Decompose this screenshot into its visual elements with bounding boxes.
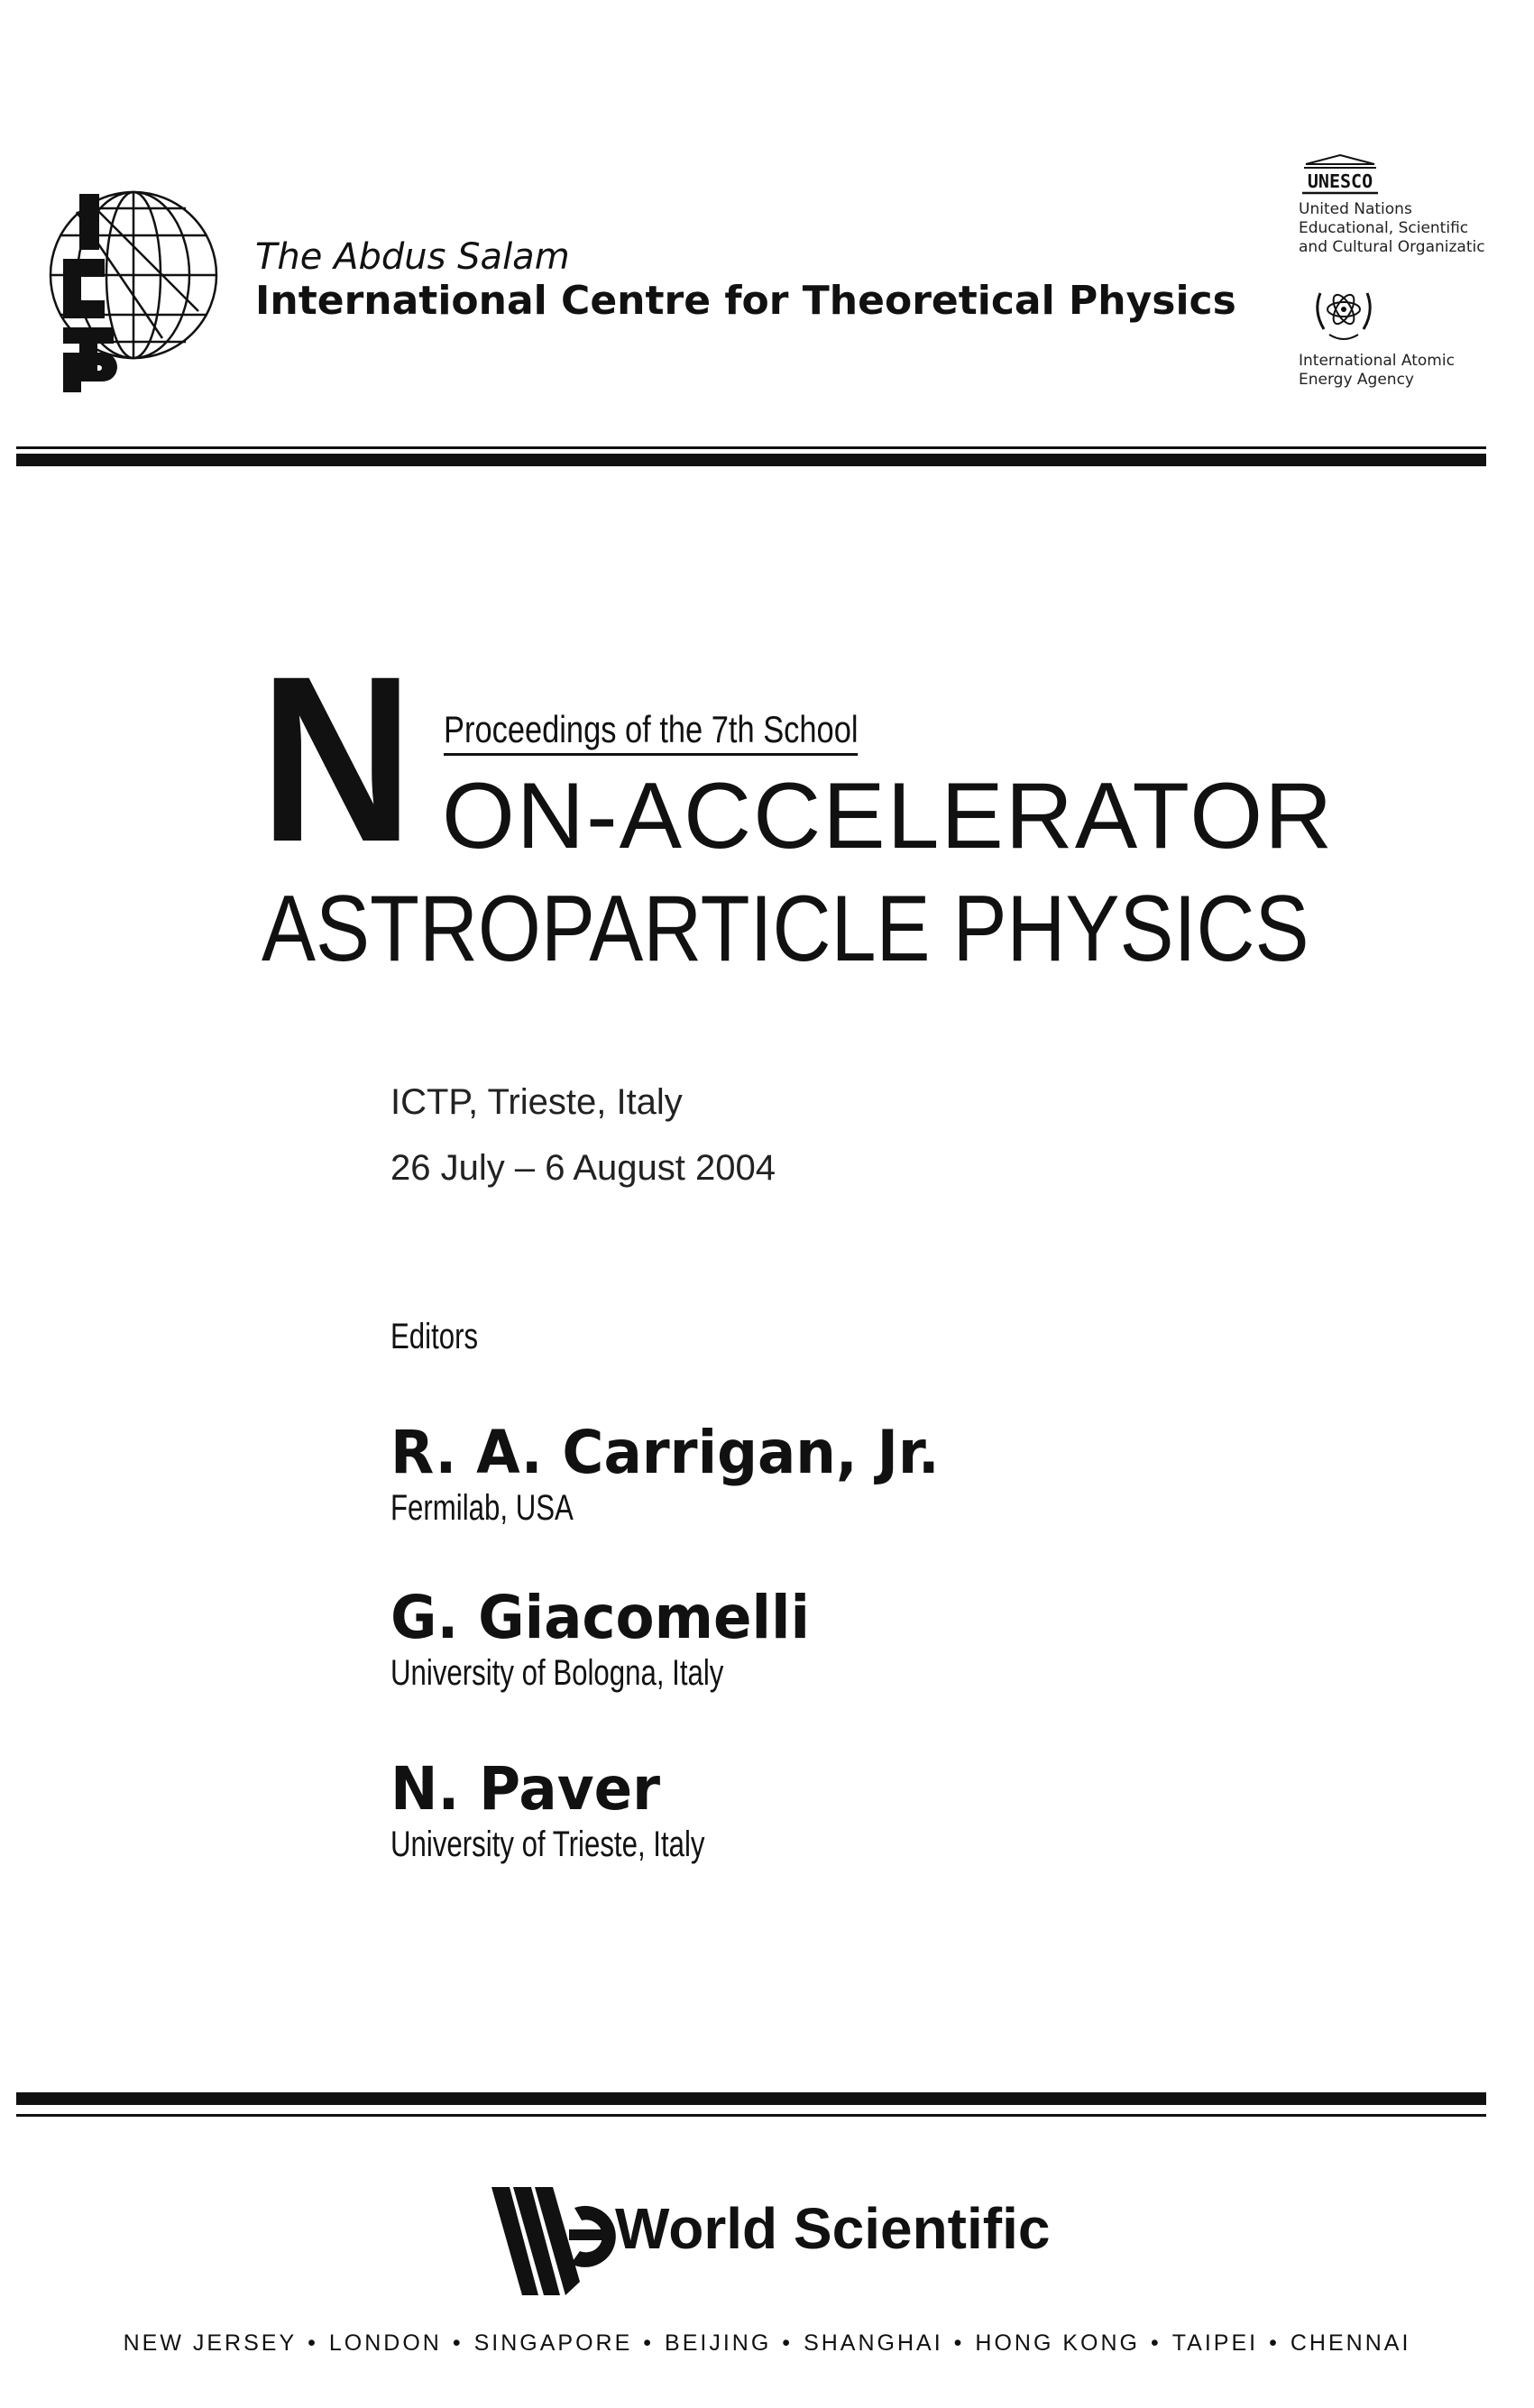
unesco-name-line2: Educational, Scientific bbox=[1299, 219, 1469, 237]
institute-name-line2: International Centre for Theoretical Physics bbox=[255, 278, 1236, 324]
city-separator: • bbox=[308, 2330, 318, 2356]
publisher-name: World Scientific bbox=[615, 2196, 1051, 2261]
city: BEIJING bbox=[665, 2330, 772, 2356]
ictp-globe-logo bbox=[27, 176, 230, 392]
proceedings-subtitle: Proceedings of the 7th School bbox=[444, 708, 859, 756]
editors-label: Editors bbox=[390, 1317, 479, 1356]
editor-name: G. Giacomelli bbox=[390, 1583, 810, 1652]
title-drop-initial: N bbox=[260, 627, 414, 891]
unesco-name-line3: and Cultural Organizatic bbox=[1299, 238, 1485, 256]
city: LONDON bbox=[328, 2330, 442, 2356]
footer-rule-thick bbox=[16, 2092, 1486, 2105]
title-line2: ASTROPARTICLE PHYSICS bbox=[262, 877, 1309, 981]
footer-rule-thin bbox=[16, 2114, 1486, 2117]
iaea-atom-logo bbox=[1308, 275, 1380, 347]
city-separator: • bbox=[452, 2330, 464, 2356]
editor-affiliation: University of Bologna, Italy bbox=[390, 1653, 724, 1693]
publisher-cities bbox=[0, 2330, 1534, 2357]
city: TAIPEI bbox=[1171, 2330, 1259, 2356]
iaea-name-line1: International Atomic bbox=[1299, 352, 1455, 370]
city: NEW JERSEY bbox=[123, 2330, 298, 2356]
unesco-temple-logo bbox=[1299, 153, 1382, 198]
city: HONG KONG bbox=[975, 2330, 1140, 2356]
city-separator: • bbox=[1269, 2330, 1280, 2356]
venue-dates: 26 July – 6 August 2004 bbox=[390, 1148, 776, 1188]
city-separator: • bbox=[953, 2330, 965, 2356]
city-separator: • bbox=[643, 2330, 655, 2356]
editor-affiliation: Fermilab, USA bbox=[390, 1488, 574, 1528]
editor-affiliation: University of Trieste, Italy bbox=[390, 1824, 705, 1864]
city-separator: • bbox=[782, 2330, 794, 2356]
unesco-name-line1: United Nations bbox=[1299, 200, 1412, 218]
institute-name-line1: The Abdus Salam bbox=[255, 236, 570, 278]
title-line1: ON-ACCELERATOR bbox=[442, 764, 1335, 869]
unesco-logo-lettering: UNESCO bbox=[1307, 170, 1373, 192]
venue-place: ICTP, Trieste, Italy bbox=[390, 1082, 683, 1122]
header-rule-thick bbox=[16, 454, 1486, 466]
header-rule-thin bbox=[16, 446, 1486, 449]
iaea-name-line2: Energy Agency bbox=[1299, 371, 1414, 389]
world-scientific-logo bbox=[491, 2183, 609, 2304]
city-separator: • bbox=[1151, 2330, 1162, 2356]
editor-name: N. Paver bbox=[390, 1754, 661, 1824]
city: CHENNAI bbox=[1290, 2330, 1411, 2356]
city: SINGAPORE bbox=[473, 2330, 633, 2356]
city: SHANGHAI bbox=[804, 2330, 943, 2356]
editor-name: R. A. Carrigan, Jr. bbox=[390, 1418, 940, 1487]
